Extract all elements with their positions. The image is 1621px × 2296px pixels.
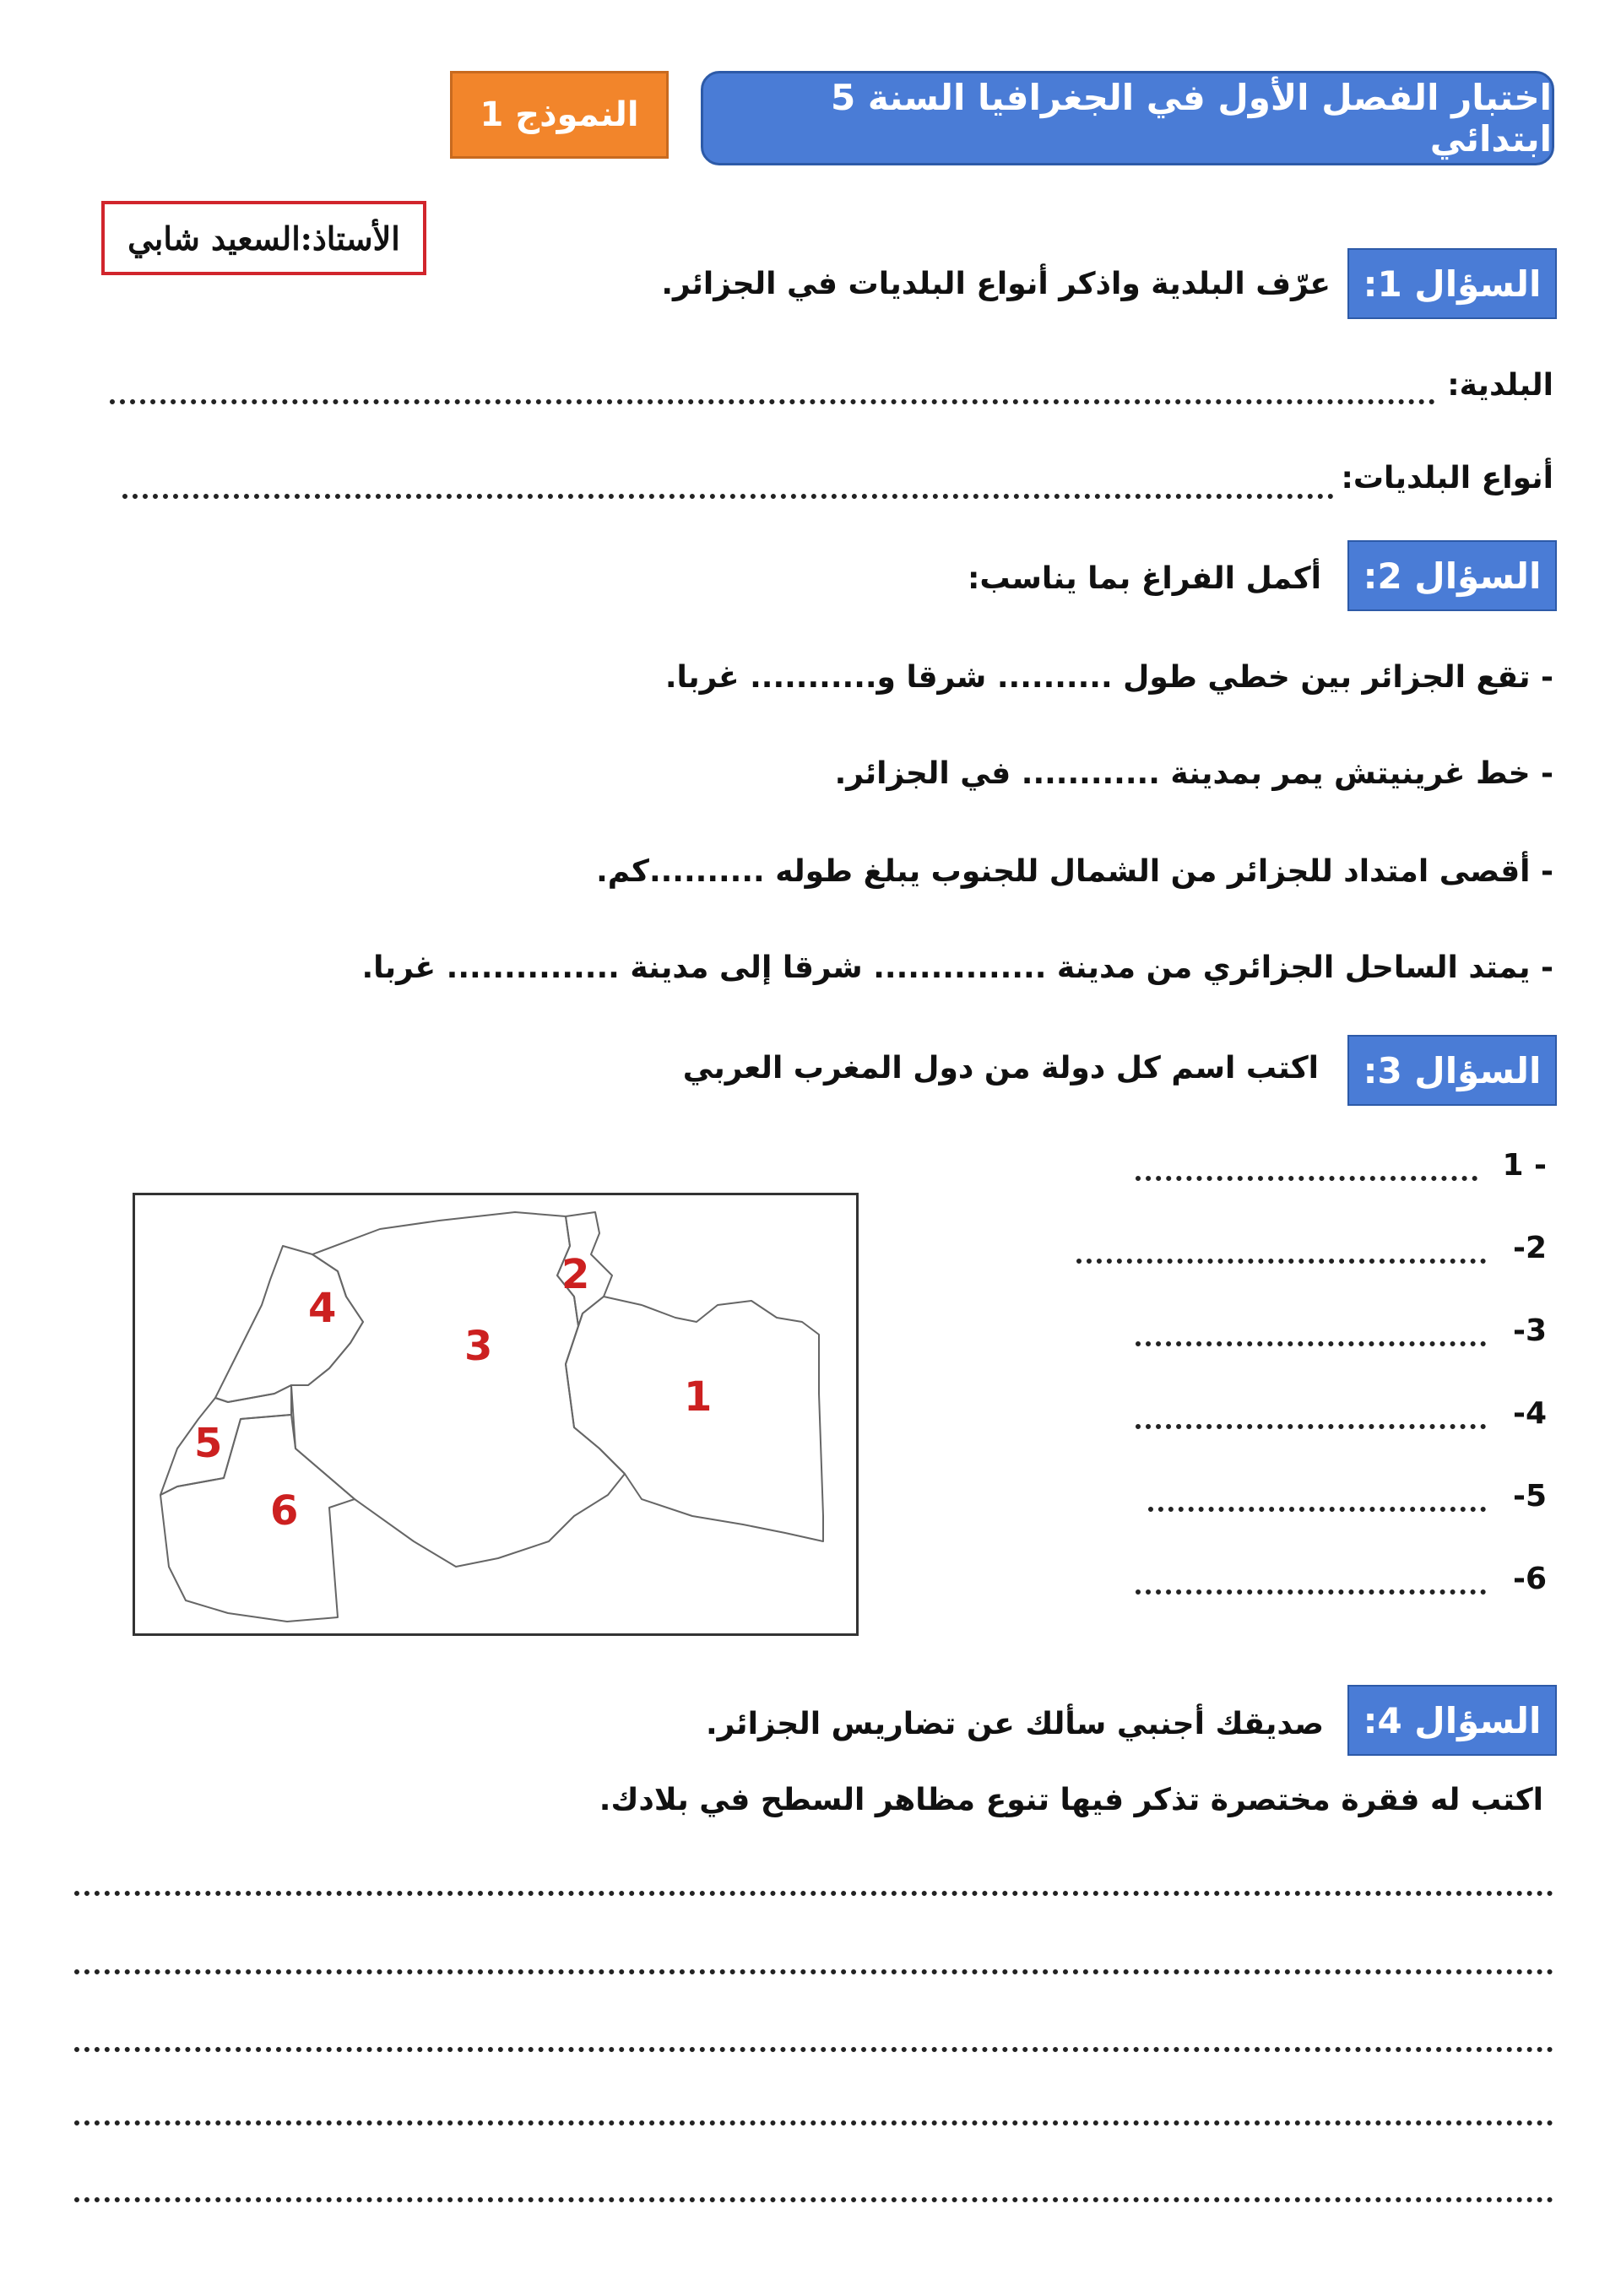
q1-answer-line-1[interactable] [110,399,1435,404]
question-4-text-2: اكتب له فقرة مختصرة تذكر فيها تنوع مظاهر السطح في بلادك. [599,1783,1543,1817]
q2-item-4: - يمتد الساحل الجزائري من مدينة ............... شرقا إلى مدينة ............... غربا. [361,950,1553,985]
q3-answer-line-5[interactable] [1148,1507,1486,1512]
page-title: اختبار الفصل الأول في الجغرافيا السنة 5 ابتدائي [701,71,1554,165]
q1-line-types-label: أنواع البلديات: [1341,461,1553,495]
q3-answer-number-1: 1 - [1502,1148,1547,1183]
question-2-text: أكمل الفراغ بما يناسب: [967,561,1321,596]
teacher-name: الأستاذ:السعيد شابي [101,201,426,275]
question-1-text: عرّف البلدية واذكر أنواع البلديات في الجزائر. [661,267,1331,301]
map-number-3: 3 [464,1323,493,1370]
q3-answer-line-1[interactable] [1136,1176,1477,1181]
question-4-label: السؤال 4: [1347,1685,1557,1756]
q4-answer-line-4[interactable] [74,2120,1553,2125]
q3-answer-line-6[interactable] [1136,1589,1486,1595]
q2-item-1: - تقع الجزائر بين خطي طول .......... شرقا و........... غربا. [664,660,1553,695]
question-3-label: السؤال 3: [1347,1035,1557,1106]
q3-answer-number-3: -3 [1513,1313,1547,1348]
q4-answer-line-5[interactable] [74,2197,1553,2202]
q3-answer-number-2: -2 [1513,1231,1547,1265]
q2-item-2: - خط غرينيتش يمر بمدينة ............ في الجزائر. [834,756,1553,791]
map-number-1: 1 [684,1373,713,1421]
q1-line-municipality-label: البلدية: [1447,368,1553,403]
maghreb-map-svg [135,1195,856,1633]
q3-answer-line-4[interactable] [1136,1424,1486,1429]
question-2-label: السؤال 2: [1347,540,1557,611]
q4-answer-line-2[interactable] [74,1969,1553,1974]
question-3-text: اكتب اسم كل دولة من دول المغرب العربي [682,1051,1319,1086]
q1-answer-line-2[interactable] [122,494,1334,499]
q4-answer-line-3[interactable] [74,2047,1553,2052]
question-4-text: صديقك أجنبي سألك عن تضاريس الجزائر. [705,1707,1324,1741]
map-number-5: 5 [194,1420,223,1467]
q3-answer-line-3[interactable] [1136,1341,1486,1346]
maghreb-map [133,1193,859,1636]
q3-answer-number-5: -5 [1513,1479,1547,1514]
q3-answer-number-6: -6 [1513,1562,1547,1596]
question-1-label: السؤال 1: [1347,248,1557,319]
map-region-western-sahara [160,1385,291,1495]
map-number-6: 6 [270,1487,299,1535]
q2-item-3: - أقصى امتداد للجزائر من الشمال للجنوب يبلغ طوله ..........كم. [596,854,1553,889]
map-number-2: 2 [561,1251,590,1298]
q3-answer-line-2[interactable] [1076,1259,1486,1264]
model-badge: النموذج 1 [450,71,669,159]
q4-answer-line-1[interactable] [74,1891,1553,1896]
map-region-mauritania [160,1415,355,1622]
q3-answer-number-4: -4 [1513,1396,1547,1431]
map-region-morocco [215,1246,363,1402]
map-number-4: 4 [308,1285,337,1332]
